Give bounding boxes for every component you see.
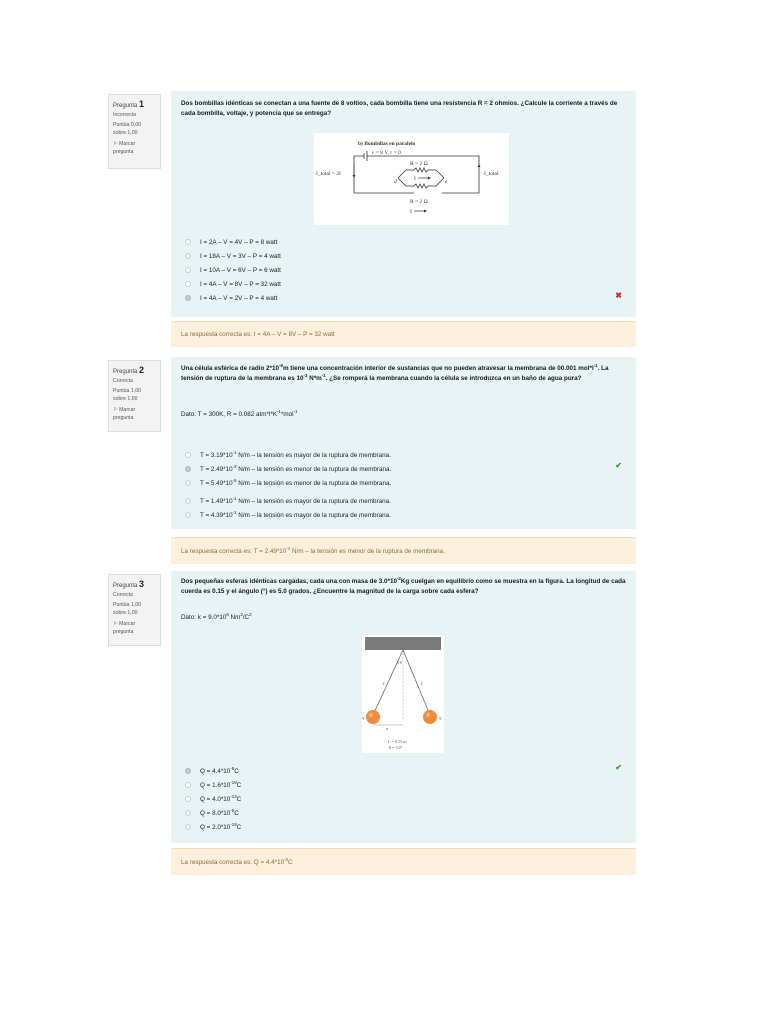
radio-button[interactable] bbox=[185, 239, 191, 245]
figure-title: b) Bombillas en paralelo bbox=[358, 141, 416, 147]
question-info-3 bbox=[108, 574, 161, 646]
feedback-box bbox=[171, 848, 636, 875]
flag-question-link[interactable]: ⚐ Marcar pregunta bbox=[113, 620, 136, 635]
given-data: Dato: T = 300K, R = 0.082 $atm*l*K^{-1}*mol^{-1}$ bbox=[181, 408, 298, 418]
correct-answer-text: La respuesta correcta es: $T = 2.49*10^{-3}$ N/m – la tensión es menor de la ruptura de membrana. bbox=[181, 545, 445, 555]
answer-option[interactable]: I = 2A – V = 4V – P = 8 watt bbox=[185, 235, 281, 249]
answer-option[interactable]: $T = 5.49*10^{-5}$ N/m – la tensión es menor de la ruptura de membrana. bbox=[185, 476, 391, 490]
feedback-box bbox=[171, 321, 636, 347]
charge-label-left: q bbox=[362, 715, 365, 720]
current-bottom: I bbox=[410, 209, 412, 215]
answer-option[interactable]: $T = 4.39*10^{-1}$ N/m – la tensión es mayor de la ruptura de membrana. bbox=[185, 508, 391, 522]
radio-button-selected[interactable] bbox=[185, 466, 191, 472]
answer-option[interactable]: $T = 3.19*10^{-1}$ N/m – la tensión es mayor de la ruptura de membrana. bbox=[185, 448, 391, 462]
question-state: Correcta bbox=[113, 591, 133, 598]
question-info-1 bbox=[108, 94, 161, 169]
radio-button[interactable] bbox=[185, 796, 191, 802]
radio-button[interactable] bbox=[185, 498, 191, 504]
question-text: Dos pequeñas esferas idénticas cargadas, cada una con masa de $3.0*10^{-2}Kg$ cuelgan en equilibrio como se muestra en la figura. La longitud de cada cuerda es 0.15 y el ángulo (°) es 5.0 grados. ¿Encuentre la magnitud de la carga sobre cada esfera? bbox=[181, 575, 626, 595]
question-score: Puntúa 1,00 bbox=[113, 388, 141, 395]
circuit-figure bbox=[314, 133, 509, 225]
node-e: e bbox=[445, 179, 448, 185]
resistor-bottom-label: R = 2 Ω bbox=[410, 199, 428, 205]
theta-label: θ θ bbox=[397, 660, 403, 665]
resistor-top-label: R = 2 Ω bbox=[410, 161, 428, 167]
radio-button[interactable] bbox=[185, 452, 191, 458]
question-text: Dos bombillas idénticas se conectan a una fuente de 8 voltios, cada bombilla tiene una resistencia R = 2 ohmios. ¿Calcule la corriente a través de cada bombilla, voltaje, y potencia que se entrega? bbox=[181, 100, 618, 117]
radio-button[interactable] bbox=[185, 512, 191, 518]
correct-answer-text: La respuesta correcta es: $Q = 4.4*10^{-8}C$ bbox=[181, 856, 293, 866]
distance-label: a bbox=[386, 726, 389, 731]
given-data: Dato: $k = 9.0*10^9$ $Nm^2/C^2$ bbox=[181, 611, 252, 621]
question-text: Una célula esférica de radio $2*10^{-6}m$ tiene una concentración interior de sustancias que no pueden atravesar la membrana de 00.001 $mol*l^{-1}$. La tensión de ruptura de la membrana es $10^{-3}$ $N*m^{-1}$. ¿Se romperá la membrana cuando la célula se introduzca en un baño de agua pura? bbox=[181, 362, 609, 382]
answer-option[interactable]: $Q = 4.4*10^{-8}C$ bbox=[185, 764, 241, 778]
flag-icon: ⚐ bbox=[113, 406, 118, 413]
question-info-2 bbox=[108, 360, 161, 432]
question-number: 1 bbox=[139, 99, 145, 109]
answer-option[interactable]: $Q = 8.0*10^{-5}C$ bbox=[185, 806, 241, 820]
question-number: 3 bbox=[139, 579, 145, 589]
question-score: Puntúa 1,00 bbox=[113, 602, 141, 609]
radio-button-selected[interactable] bbox=[185, 295, 191, 301]
radio-button[interactable] bbox=[185, 281, 191, 287]
answer-options bbox=[185, 235, 281, 305]
answer-option[interactable]: $Q = 2.0*10^{-19}C$ bbox=[185, 820, 241, 834]
source-label: ε = 8 V, r = 0 bbox=[372, 150, 401, 156]
total-current-right: I_total bbox=[484, 171, 499, 177]
pendulum-figure bbox=[362, 635, 444, 753]
question-score-max: sobre 1,00 bbox=[113, 610, 138, 617]
answer-option[interactable]: I = 18A – V = 3V – P = 4 watt bbox=[185, 249, 281, 263]
radio-button-selected[interactable] bbox=[185, 768, 191, 774]
cross-icon: ✖ bbox=[615, 291, 622, 300]
caption-length: L = 0.15 m bbox=[388, 739, 407, 744]
question-score-max: sobre 1,00 bbox=[113, 130, 138, 137]
question-state: Correcta bbox=[113, 377, 133, 384]
radio-button[interactable] bbox=[185, 810, 191, 816]
length-label-left: L bbox=[383, 681, 386, 686]
check-icon: ✔ bbox=[615, 763, 622, 772]
total-current-left: I_total = 2I bbox=[316, 171, 341, 177]
flag-icon: ⚐ bbox=[113, 140, 118, 147]
question-box-1 bbox=[171, 91, 636, 317]
question-box-2 bbox=[171, 357, 636, 529]
answer-option[interactable]: I = 4A – V = 2V – P = 4 watt bbox=[185, 291, 281, 305]
question-state: Incorrecta bbox=[113, 111, 137, 118]
flag-question-link[interactable]: ⚐ Marcar pregunta bbox=[113, 140, 136, 155]
node-d: d bbox=[394, 179, 397, 185]
question-number: 2 bbox=[139, 365, 145, 375]
answer-option[interactable]: $T = 2.49*10^{-3}$ N/m – la tensión es menor de la ruptura de membrana. bbox=[185, 462, 391, 476]
charge-label-right: q bbox=[439, 715, 442, 720]
radio-button[interactable] bbox=[185, 824, 191, 830]
radio-button[interactable] bbox=[185, 480, 191, 486]
question-label: Pregunta bbox=[113, 583, 138, 589]
answer-option[interactable]: $Q = 4.0*10^{-13}C$ bbox=[185, 792, 241, 806]
answer-option[interactable]: $Q = 1.6*10^{-19}C$ bbox=[185, 778, 241, 792]
question-label: Pregunta bbox=[113, 369, 138, 375]
correct-answer-text: La respuesta correcta es: I = 4A – V = 8V – P = 32 watt bbox=[181, 331, 335, 338]
answer-option[interactable]: I = 10A – V = 6V – P = 6 watt bbox=[185, 263, 281, 277]
flag-question-link[interactable]: ⚐ Marcar pregunta bbox=[113, 406, 136, 421]
question-label: Pregunta bbox=[113, 103, 138, 109]
flag-icon: ⚐ bbox=[113, 620, 118, 627]
radio-button[interactable] bbox=[185, 253, 191, 259]
question-score: Puntúa 0,00 bbox=[113, 122, 141, 129]
answer-option[interactable]: I = 4A – V = 8V – P = 32 watt bbox=[185, 277, 281, 291]
radio-button[interactable] bbox=[185, 267, 191, 273]
answer-options bbox=[185, 764, 241, 834]
feedback-box bbox=[171, 537, 636, 564]
answer-options bbox=[185, 448, 391, 522]
length-label-right: L bbox=[421, 681, 424, 686]
current-top: I bbox=[414, 176, 416, 182]
answer-option[interactable]: $T = 1.49*10^{-1}$ N/m – la tensión es mayor de la ruptura de membrana. bbox=[185, 494, 391, 508]
question-score-max: sobre 1,00 bbox=[113, 396, 138, 403]
caption-angle: θ = 5.0° bbox=[389, 745, 403, 750]
question-box-3 bbox=[171, 571, 636, 843]
radio-button[interactable] bbox=[185, 782, 191, 788]
check-icon: ✔ bbox=[615, 461, 622, 470]
